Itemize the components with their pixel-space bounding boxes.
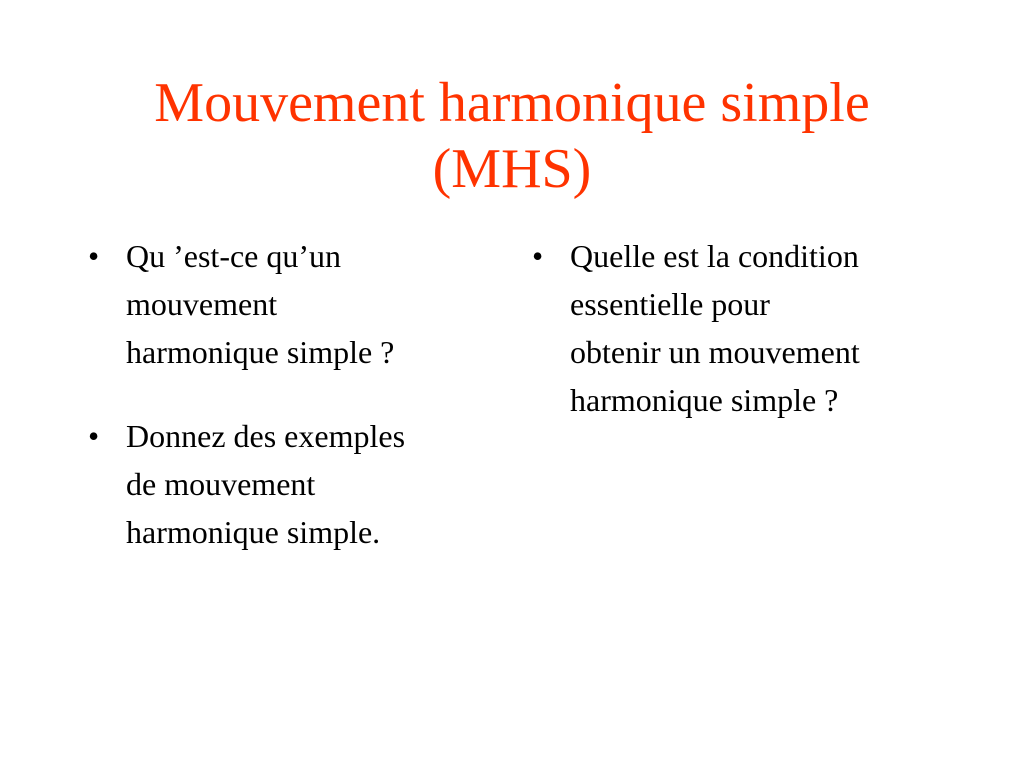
bullet-icon: • [88,418,100,454]
bullet-item-condition [532,232,952,424]
bullet-item-examples [88,412,488,556]
bullet-text-line: harmonique simple. [126,514,381,550]
bullet-text-line: mouvement [126,286,278,322]
title-line-2: (MHS) [432,138,592,200]
bullet-text-line: Qu ’est-ce qu’un [126,238,342,274]
bullet-icon: • [532,238,544,274]
bullet-text-line: obtenir un mouvement [570,334,860,370]
left-bullet-list [88,232,488,556]
bullet-text-line: harmonique simple ? [570,382,839,418]
bullet-item-question-definition [88,232,488,376]
title-line-1: Mouvement harmonique simple [154,72,870,134]
slide-title [0,70,1024,202]
right-bullet-list [532,232,952,424]
bullet-text-line: harmonique simple ? [126,334,395,370]
bullet-icon: • [88,238,100,274]
bullet-text-line: de mouvement [126,466,316,502]
bullet-text-line: Quelle est la condition [570,238,859,274]
bullet-text-line: essentielle pour [570,286,770,322]
bullet-text-line: Donnez des exemples [126,418,406,454]
